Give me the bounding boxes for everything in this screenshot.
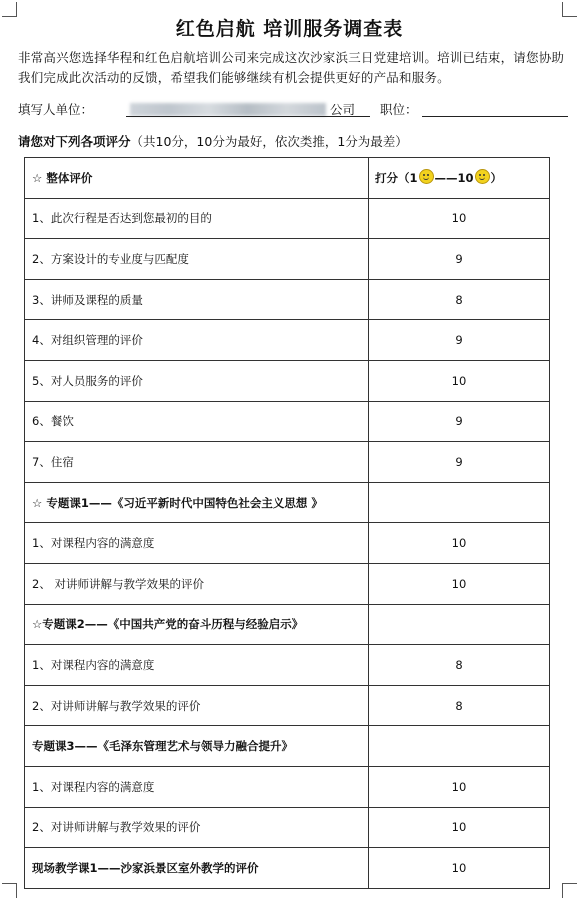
section-title-cell: 现场教学课1——沙家浜景区室外教学的评价 bbox=[25, 848, 369, 889]
score-cell[interactable]: 10 bbox=[369, 563, 550, 604]
table-row bbox=[25, 279, 550, 320]
score-cell[interactable] bbox=[369, 726, 550, 767]
score-cell[interactable]: 8 bbox=[369, 279, 550, 320]
item-cell: 5、对人员服务的评价 bbox=[25, 360, 369, 401]
section-title-cell: ☆ 专题课1——《习近平新时代中国特色社会主义思想 》 bbox=[25, 482, 369, 523]
score-header-mid: ——10 bbox=[434, 171, 474, 186]
section-row bbox=[25, 482, 550, 523]
table-row bbox=[25, 685, 550, 726]
section-row bbox=[25, 726, 550, 767]
section-row bbox=[25, 848, 550, 889]
table-row bbox=[25, 563, 550, 604]
score-cell[interactable]: 10 bbox=[369, 198, 550, 239]
item-cell: 7、住宿 bbox=[25, 442, 369, 483]
table-row bbox=[25, 766, 550, 807]
table-row bbox=[25, 401, 550, 442]
item-cell: 6、餐饮 bbox=[25, 401, 369, 442]
table-header-row bbox=[25, 158, 550, 199]
score-cell[interactable]: 9 bbox=[369, 401, 550, 442]
item-cell: 2、对讲师讲解与教学效果的评价 bbox=[25, 807, 369, 848]
score-cell[interactable]: 10 bbox=[369, 848, 550, 889]
table-row bbox=[25, 320, 550, 361]
item-cell: 1、对课程内容的满意度 bbox=[25, 523, 369, 564]
sad-face-icon bbox=[419, 169, 434, 184]
rating-instruction bbox=[18, 132, 408, 150]
item-cell: 2、方案设计的专业度与匹配度 bbox=[25, 239, 369, 280]
position-field-underline[interactable] bbox=[422, 116, 568, 117]
redacted-unit-name bbox=[130, 103, 326, 116]
instruction-bold: 请您对下列各项评分 bbox=[18, 134, 131, 149]
score-cell[interactable]: 10 bbox=[369, 523, 550, 564]
unit-value-suffix: 公司 bbox=[330, 102, 356, 117]
document-title: 红色启航 培训服务调查表 bbox=[175, 18, 404, 40]
item-cell: 2、对讲师讲解与教学效果的评价 bbox=[25, 685, 369, 726]
header-score-cell bbox=[369, 158, 550, 199]
table-row bbox=[25, 442, 550, 483]
score-cell[interactable] bbox=[369, 482, 550, 523]
table-row bbox=[25, 807, 550, 848]
score-cell[interactable]: 9 bbox=[369, 442, 550, 483]
table-row bbox=[25, 239, 550, 280]
item-cell: 1、对课程内容的满意度 bbox=[25, 645, 369, 686]
score-cell[interactable]: 10 bbox=[369, 360, 550, 401]
unit-label: 填写人单位： bbox=[18, 102, 94, 117]
instruction-detail: （共10分，10分为最好，依次类推，1分为最差） bbox=[130, 134, 408, 149]
table-row bbox=[25, 645, 550, 686]
item-cell: 2、 对讲师讲解与教学效果的评价 bbox=[25, 563, 369, 604]
score-header-suffix: ） bbox=[490, 171, 503, 186]
section-title-cell: ☆专题课2——《中国共产党的奋斗历程与经验启示》 bbox=[25, 604, 369, 645]
table-row bbox=[25, 360, 550, 401]
score-cell[interactable]: 9 bbox=[369, 320, 550, 361]
score-cell[interactable]: 10 bbox=[369, 807, 550, 848]
smiley-face-icon bbox=[475, 169, 490, 184]
item-cell: 3、讲师及课程的质量 bbox=[25, 279, 369, 320]
page-corner-mark-bottom-left bbox=[2, 883, 17, 898]
respondent-info-row bbox=[18, 100, 566, 120]
score-header-prefix: 打分（1 bbox=[375, 171, 418, 186]
page-corner-mark-bottom-right bbox=[562, 883, 577, 898]
score-cell[interactable]: 8 bbox=[369, 645, 550, 686]
position-label: 职位： bbox=[380, 102, 418, 117]
section-title-cell: 专题课3——《毛泽东管理艺术与领导力融合提升》 bbox=[25, 726, 369, 767]
item-cell: 4、对组织管理的评价 bbox=[25, 320, 369, 361]
score-cell[interactable]: 10 bbox=[369, 766, 550, 807]
item-cell: 1、此次行程是否达到您最初的目的 bbox=[25, 198, 369, 239]
item-cell: 1、对课程内容的满意度 bbox=[25, 766, 369, 807]
section-row bbox=[25, 604, 550, 645]
intro-paragraph: 非常高兴您选择华程和红色启航培训公司来完成这次沙家浜三日党建培训。培训已结束，请您协助我们完成此次活动的反馈，希望我们能够继续有机会提供更好的产品和服务。 bbox=[18, 50, 565, 85]
survey-table bbox=[24, 157, 550, 889]
score-cell[interactable] bbox=[369, 604, 550, 645]
score-cell[interactable]: 8 bbox=[369, 685, 550, 726]
score-cell[interactable]: 9 bbox=[369, 239, 550, 280]
table-row bbox=[25, 523, 550, 564]
header-item-cell: ☆ 整体评价 bbox=[25, 158, 369, 199]
table-row bbox=[25, 198, 550, 239]
unit-field-underline[interactable] bbox=[126, 116, 370, 117]
